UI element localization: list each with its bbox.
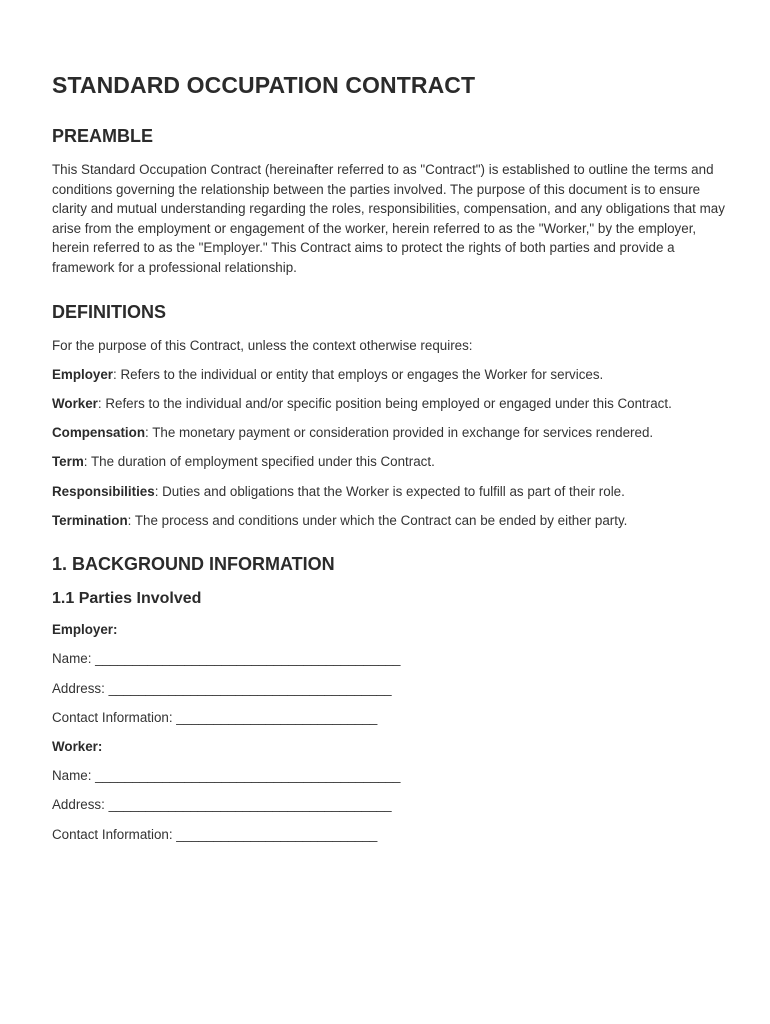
parties-subheading: 1.1 Parties Involved	[52, 590, 202, 608]
background-heading: 1. BACKGROUND INFORMATION	[52, 554, 335, 575]
definitions-section	[52, 300, 727, 531]
definition-item	[52, 423, 727, 443]
document-title: STANDARD OCCUPATION CONTRACT	[52, 72, 476, 98]
preamble-heading: PREAMBLE	[52, 126, 154, 146]
definition-term: Worker	[52, 395, 98, 411]
preamble-section	[52, 124, 727, 278]
definitions-heading: DEFINITIONS	[52, 301, 167, 322]
definition-item	[52, 394, 727, 414]
background-section	[52, 552, 727, 844]
definition-text: : Duties and obligations that the Worker is expected to fulfill as part of their role.	[154, 483, 625, 499]
employer-address-field[interactable]: Address: ______________________________________	[52, 680, 392, 696]
definition-item	[52, 452, 727, 472]
definition-text: : The process and conditions under which the Contract can be ended by either party.	[127, 512, 628, 528]
definition-text: : The monetary payment or consideration provided in exchange for services rendered.	[145, 425, 654, 441]
definition-term: Responsibilities	[52, 483, 155, 499]
definition-item	[52, 365, 727, 385]
definition-text: : Refers to the individual or entity that employs or engages the Worker for services.	[113, 366, 604, 382]
definition-term: Term	[52, 454, 84, 470]
definition-text: : The duration of employment specified under this Contract.	[83, 454, 435, 470]
definition-term: Termination	[52, 512, 128, 528]
definition-term: Employer	[52, 366, 114, 382]
preamble-text: This Standard Occupation Contract (hereinafter referred to as "Contract") is established to outline the terms and conditions governing the relationship between the parties involved. The purpose of this document is to ensure clarity and mutual understanding regarding the roles, responsibilities, compensation, and any obligations that may arise from the employment or engagement of the worker, herein referred to as the "Worker," by the employer, herein referred to as the "Employer." This Contract aims to protect the rights of both parties and provide a framework for a professional relationship.	[52, 162, 725, 275]
definition-term: Compensation	[52, 425, 145, 441]
worker-address-field[interactable]: Address: ______________________________________	[52, 797, 392, 813]
definitions-intro: For the purpose of this Contract, unless the context otherwise requires:	[52, 337, 473, 353]
document-page	[52, 70, 727, 854]
definition-item	[52, 482, 727, 502]
employer-label: Employer:	[52, 622, 118, 638]
definition-text: : Refers to the individual and/or specific position being employed or engaged under this Contract.	[97, 395, 672, 411]
definition-item	[52, 511, 727, 531]
worker-contact-field[interactable]: Contact Information: ___________________________	[52, 826, 378, 842]
worker-label: Worker:	[52, 739, 103, 755]
employer-contact-field[interactable]: Contact Information: ___________________________	[52, 709, 378, 725]
worker-name-field[interactable]: Name: _________________________________________	[52, 768, 401, 784]
employer-name-field[interactable]: Name: _________________________________________	[52, 651, 401, 667]
